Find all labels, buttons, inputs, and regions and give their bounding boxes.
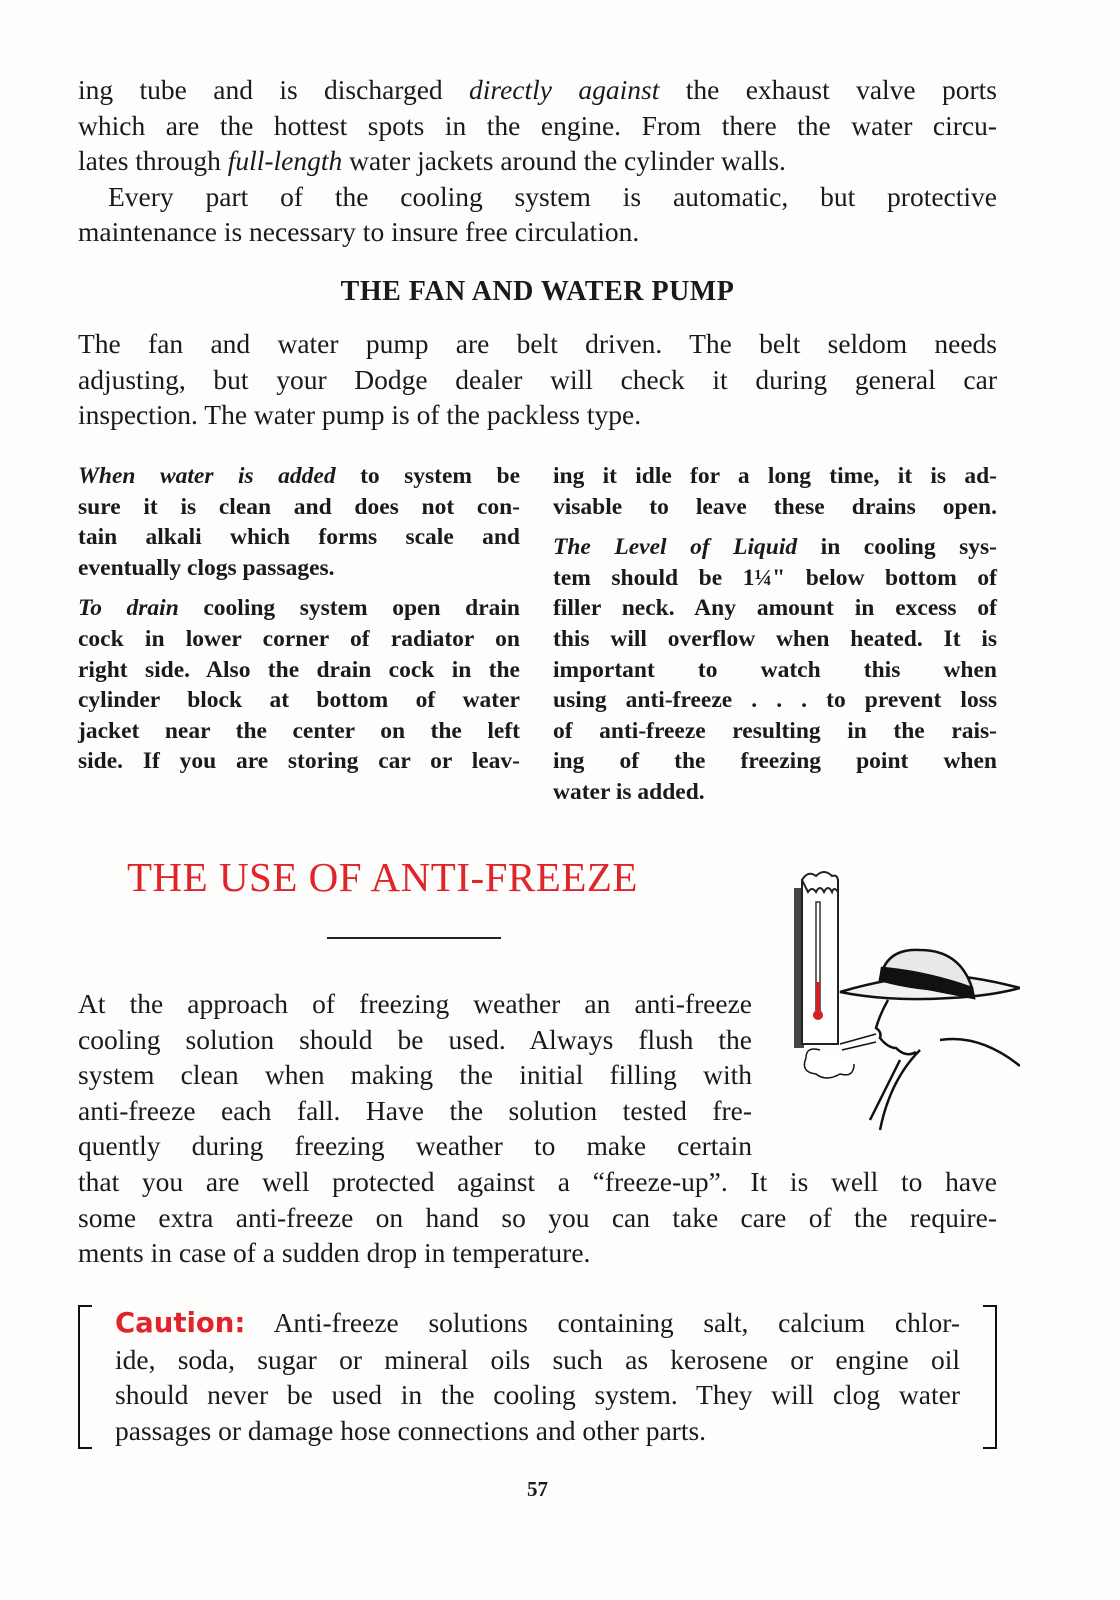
- right-column: [553, 461, 997, 808]
- text-line: [553, 563, 997, 594]
- text-line: [78, 685, 520, 716]
- text-run: should never be used in the cooling system. They will clog water: [115, 1379, 960, 1411]
- text-run: to system be: [335, 463, 520, 489]
- text-line: [78, 108, 997, 144]
- text-line: [78, 397, 997, 433]
- text-run: tain alkali which forms scale and: [78, 524, 520, 551]
- anti-freeze-paragraph-wrapped: [78, 986, 752, 1164]
- text-run: Every part of the cooling system is automatic, but protective: [108, 180, 997, 212]
- italic-emphasis: full-length: [227, 145, 343, 177]
- text-line: [553, 492, 997, 523]
- left-column: [78, 461, 520, 777]
- fan-pump-heading: THE FAN AND WATER PUMP: [340, 276, 735, 307]
- text-run: passages or damage hose connections and other parts.: [115, 1414, 707, 1446]
- text-run: adjusting, but your Dodge dealer will check it during general car: [78, 363, 997, 395]
- text-run: ing it idle for a long time, it is ad-: [553, 463, 997, 489]
- text-run: water jackets around the cylinder walls.: [342, 145, 786, 177]
- text-line: [78, 1093, 752, 1129]
- text-line: [78, 716, 520, 747]
- text-line: [553, 461, 997, 492]
- text-line: [78, 553, 520, 584]
- text-line: [78, 326, 997, 362]
- text-line: [78, 746, 520, 777]
- italic-emphasis: directly against: [469, 74, 660, 105]
- text-run: system clean when making the initial filling with: [78, 1059, 752, 1091]
- italic-emphasis: The Level of Liquid: [553, 534, 798, 561]
- text-run: this will overflow when heated. It is: [553, 625, 997, 652]
- caution-right-bracket: [983, 1305, 997, 1449]
- text-run: eventually clogs passages.: [78, 554, 335, 581]
- text-line: [553, 685, 997, 716]
- text-line: [78, 1022, 752, 1058]
- text-line: [78, 461, 520, 492]
- text-run: quently during freezing weather to make certain: [78, 1130, 752, 1162]
- text-line: [553, 777, 997, 808]
- text-run: side. If you are storing car or leav-: [78, 748, 520, 775]
- text-run: filler neck. Any amount in excess of: [553, 595, 997, 622]
- fan-pump-paragraph: [78, 326, 997, 433]
- text-run: jacket near the center on the left: [78, 717, 520, 744]
- text-run: ing of the freezing point when: [553, 748, 997, 775]
- heading-underline-rule: [327, 937, 501, 939]
- text-run: sure it is clean and does not con-: [78, 493, 520, 520]
- text-line: [78, 179, 997, 215]
- text-line: [553, 593, 997, 624]
- text-run: that you are well protected against a “freeze-up”. It is well to have: [78, 1166, 997, 1197]
- text-line: [78, 624, 520, 655]
- text-line: [78, 655, 520, 686]
- text-line: [115, 1413, 960, 1449]
- text-run: which are the hottest spots in the engine. From there the water circu-: [78, 109, 997, 141]
- text-line: [78, 362, 997, 398]
- text-run: important to watch this when: [553, 656, 997, 683]
- text-run: right side. Also the drain cock in the: [78, 656, 520, 683]
- text-run: ide, soda, sugar or mineral oils such as kerosene or engine oil: [115, 1343, 960, 1375]
- text-line: [553, 655, 997, 686]
- text-run: cock in lower corner of radiator on: [78, 625, 520, 652]
- text-run: cooling solution should be used. Always flush the: [78, 1023, 752, 1055]
- text-line: [78, 1128, 752, 1164]
- anti-freeze-heading: THE USE OF ANTI-FREEZE: [127, 854, 638, 900]
- text-run: lates through: [78, 145, 228, 177]
- text-run: some extra anti-freeze on hand so you can take care of the require-: [78, 1201, 997, 1233]
- text-line: [78, 1235, 997, 1271]
- anti-freeze-paragraph-full: [78, 1164, 997, 1271]
- text-line: [553, 716, 997, 747]
- text-run: ing tube and is discharged: [78, 74, 470, 105]
- text-line: [553, 624, 997, 655]
- intro-text: [78, 72, 997, 250]
- text-run: anti-freeze each fall. Have the solution tested fre-: [78, 1094, 752, 1126]
- text-line: [78, 522, 520, 553]
- text-line: [78, 1200, 997, 1236]
- text-line: [78, 1057, 752, 1093]
- page-number: 57: [527, 1477, 548, 1501]
- text-run: At the approach of freezing weather an anti-freeze: [78, 988, 752, 1019]
- text-line: [78, 593, 520, 624]
- text-line: [78, 143, 997, 179]
- text-line: [553, 532, 997, 563]
- text-run: The fan and water pump are belt driven. The belt seldom needs: [78, 328, 997, 359]
- text-run: Anti-freeze solutions containing salt, calcium chlor-: [245, 1307, 960, 1338]
- text-run: using anti-freeze . . . to prevent loss: [553, 687, 997, 714]
- text-run: cylinder block at bottom of water: [78, 687, 520, 714]
- caution-left-bracket: [78, 1305, 92, 1449]
- text-line: [115, 1377, 960, 1413]
- text-run: cooling system open drain: [178, 595, 520, 622]
- text-run: the exhaust valve ports: [659, 74, 998, 105]
- caution-box: [115, 1305, 960, 1448]
- text-run: inspection. The water pump is of the packless type.: [78, 399, 642, 431]
- man-and-thermometer-illustration: [780, 860, 1020, 1150]
- text-run: of anti-freeze resulting in the rais-: [553, 717, 997, 744]
- text-run: tem should be 1¼" below bottom of: [553, 564, 997, 591]
- text-line: [78, 492, 520, 523]
- text-line: [115, 1305, 960, 1342]
- text-line: [115, 1342, 960, 1378]
- caution-label: Caution:: [115, 1307, 246, 1339]
- italic-emphasis: When water is added: [78, 463, 336, 489]
- text-line: [78, 1164, 997, 1200]
- text-run: ments in case of a sudden drop in temperature.: [78, 1237, 591, 1269]
- text-run: in cooling sys-: [797, 534, 997, 561]
- text-line: [78, 986, 752, 1022]
- text-run: water is added.: [553, 778, 705, 805]
- text-line: [78, 72, 997, 108]
- text-line: [78, 214, 997, 250]
- text-run: maintenance is necessary to insure free circulation.: [78, 216, 640, 248]
- text-run: visable to leave these drains open.: [553, 493, 997, 520]
- italic-emphasis: To drain: [78, 595, 179, 622]
- thermometer-icon: [794, 872, 838, 1048]
- text-line: [553, 746, 997, 777]
